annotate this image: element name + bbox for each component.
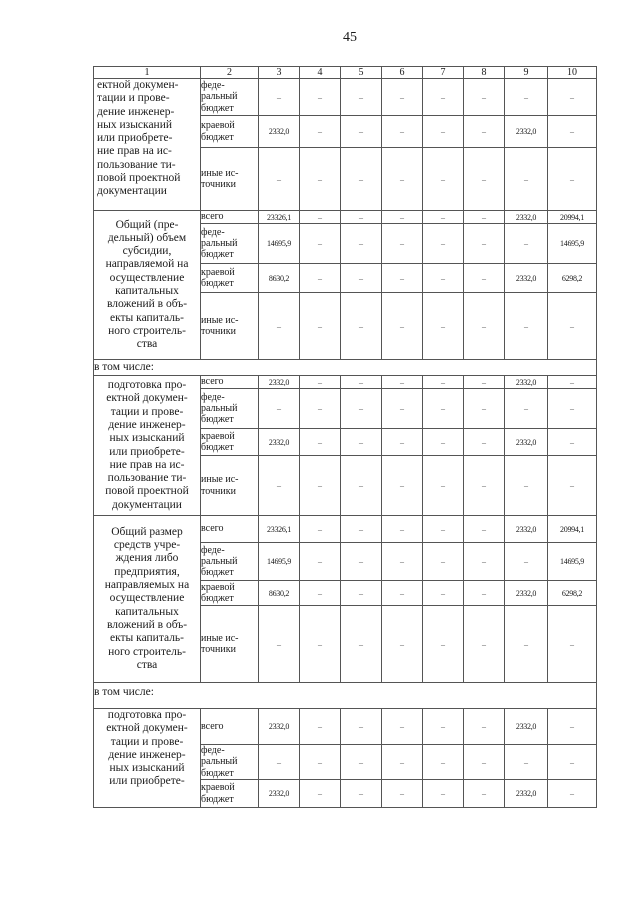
funding-source-label: иные ис- точники — [201, 456, 259, 516]
value-cell: – — [423, 516, 464, 543]
value-cell: – — [382, 293, 423, 360]
value-cell: – — [423, 264, 464, 293]
value-cell: – — [548, 376, 597, 389]
value-cell: – — [300, 516, 341, 543]
value-cell: – — [423, 456, 464, 516]
funding-source-label: всего — [201, 709, 259, 745]
value-cell: – — [505, 606, 548, 683]
value-cell: 2332,0 — [505, 516, 548, 543]
value-cell: – — [300, 264, 341, 293]
value-cell: – — [341, 606, 382, 683]
value-cell: – — [341, 116, 382, 148]
value-cell: – — [423, 116, 464, 148]
value-cell: 23326,1 — [259, 211, 300, 224]
value-cell: – — [464, 709, 505, 745]
column-header: 1 — [94, 67, 201, 79]
funding-source-label: всего — [201, 516, 259, 543]
value-cell: 6298,2 — [548, 581, 597, 606]
value-cell: – — [548, 429, 597, 456]
value-cell: – — [464, 264, 505, 293]
value-cell: – — [382, 543, 423, 581]
value-cell: – — [341, 79, 382, 116]
value-cell: – — [259, 456, 300, 516]
value-cell: 2332,0 — [505, 376, 548, 389]
value-cell: – — [464, 148, 505, 211]
value-cell: – — [382, 516, 423, 543]
value-cell: – — [259, 389, 300, 429]
funding-source-label: всего — [201, 376, 259, 389]
row-title: подготовка про- ектной докумен- тации и прове- дение инженер- ных изысканий или приобрете- ние прав на ис- пользование ти- повой проектной документации — [94, 376, 201, 516]
value-cell: – — [300, 224, 341, 264]
value-cell: – — [423, 745, 464, 780]
value-cell: – — [423, 780, 464, 808]
value-cell: – — [259, 745, 300, 780]
value-cell: – — [341, 581, 382, 606]
column-header: 6 — [382, 67, 423, 79]
value-cell: – — [341, 429, 382, 456]
value-cell: – — [505, 389, 548, 429]
value-cell: – — [464, 581, 505, 606]
column-header: 4 — [300, 67, 341, 79]
value-cell: 6298,2 — [548, 264, 597, 293]
funding-source-label: феде- ральный бюджет — [201, 389, 259, 429]
value-cell: – — [300, 581, 341, 606]
value-cell: 2332,0 — [505, 581, 548, 606]
value-cell: – — [505, 293, 548, 360]
value-cell: 14695,9 — [548, 224, 597, 264]
value-cell: – — [548, 79, 597, 116]
value-cell: – — [505, 745, 548, 780]
value-cell: – — [423, 543, 464, 581]
value-cell: 2332,0 — [259, 709, 300, 745]
funding-source-label: краевой бюджет — [201, 581, 259, 606]
value-cell: 2332,0 — [505, 429, 548, 456]
column-header: 2 — [201, 67, 259, 79]
value-cell: – — [341, 293, 382, 360]
value-cell: – — [464, 389, 505, 429]
column-header: 8 — [464, 67, 505, 79]
value-cell: – — [382, 116, 423, 148]
value-cell: – — [548, 709, 597, 745]
value-cell: – — [300, 429, 341, 456]
value-cell: – — [382, 224, 423, 264]
value-cell: – — [548, 780, 597, 808]
subheading-text: в том числе: — [94, 683, 597, 709]
column-header: 3 — [259, 67, 300, 79]
funding-source-label: иные ис- точники — [201, 293, 259, 360]
column-header: 9 — [505, 67, 548, 79]
value-cell: – — [382, 581, 423, 606]
value-cell: – — [300, 780, 341, 808]
table-row — [94, 516, 597, 543]
value-cell: 20994,1 — [548, 211, 597, 224]
value-cell: – — [382, 780, 423, 808]
value-cell: – — [382, 389, 423, 429]
value-cell: – — [423, 224, 464, 264]
value-cell: – — [423, 709, 464, 745]
funding-source-label: иные ис- точники — [201, 148, 259, 211]
page-number: 45 — [343, 30, 357, 45]
table-row — [94, 709, 597, 745]
value-cell: – — [300, 709, 341, 745]
value-cell: 23326,1 — [259, 516, 300, 543]
value-cell: – — [464, 224, 505, 264]
column-header: 5 — [341, 67, 382, 79]
value-cell: 2332,0 — [259, 780, 300, 808]
value-cell: – — [382, 709, 423, 745]
value-cell: – — [423, 376, 464, 389]
value-cell: – — [548, 116, 597, 148]
value-cell: – — [382, 211, 423, 224]
value-cell: 8630,2 — [259, 264, 300, 293]
value-cell: – — [423, 606, 464, 683]
value-cell: 2332,0 — [505, 780, 548, 808]
value-cell: – — [300, 148, 341, 211]
value-cell: – — [548, 745, 597, 780]
value-cell: – — [341, 148, 382, 211]
value-cell: – — [423, 293, 464, 360]
value-cell: – — [505, 79, 548, 116]
value-cell: – — [259, 293, 300, 360]
value-cell: – — [382, 79, 423, 116]
row-title: Общий (пре- дельный) объем субсидии, направляемой на осуществление капитальных вложений в объ- екты капиталь- ного строитель- ства — [94, 211, 201, 360]
value-cell: – — [300, 211, 341, 224]
value-cell: – — [464, 543, 505, 581]
value-cell: – — [382, 429, 423, 456]
value-cell: 2332,0 — [505, 116, 548, 148]
value-cell: – — [341, 389, 382, 429]
table-row — [94, 376, 597, 389]
funding-source-label: всего — [201, 211, 259, 224]
value-cell: – — [341, 709, 382, 745]
value-cell: 14695,9 — [548, 543, 597, 581]
value-cell: – — [341, 211, 382, 224]
value-cell: – — [259, 79, 300, 116]
value-cell: – — [464, 429, 505, 456]
funding-source-label: краевой бюджет — [201, 780, 259, 808]
value-cell: 14695,9 — [259, 224, 300, 264]
value-cell: 20994,1 — [548, 516, 597, 543]
value-cell: – — [382, 456, 423, 516]
subheading-row — [94, 683, 597, 709]
value-cell: – — [259, 148, 300, 211]
value-cell: – — [300, 293, 341, 360]
value-cell: 2332,0 — [259, 376, 300, 389]
value-cell: – — [341, 780, 382, 808]
value-cell: – — [548, 606, 597, 683]
value-cell: – — [300, 389, 341, 429]
value-cell: – — [300, 79, 341, 116]
value-cell: – — [505, 148, 548, 211]
value-cell: – — [423, 79, 464, 116]
subheading-row — [94, 360, 597, 376]
value-cell: – — [382, 376, 423, 389]
value-cell: – — [505, 456, 548, 516]
funding-source-label: феде- ральный бюджет — [201, 79, 259, 116]
row-title: подготовка про- ектной докумен- тации и прове- дение инженер- ных изысканий или приобрете- — [94, 709, 201, 808]
subheading-text: в том числе: — [94, 360, 597, 376]
value-cell: – — [341, 376, 382, 389]
value-cell: – — [300, 456, 341, 516]
value-cell: – — [505, 543, 548, 581]
value-cell: – — [341, 516, 382, 543]
value-cell: – — [464, 376, 505, 389]
funding-source-label: феде- ральный бюджет — [201, 745, 259, 780]
value-cell: 2332,0 — [259, 429, 300, 456]
value-cell: 14695,9 — [259, 543, 300, 581]
value-cell: – — [548, 389, 597, 429]
value-cell: – — [423, 211, 464, 224]
value-cell: 8630,2 — [259, 581, 300, 606]
value-cell: – — [464, 780, 505, 808]
value-cell: – — [423, 389, 464, 429]
value-cell: – — [423, 148, 464, 211]
value-cell: – — [341, 745, 382, 780]
value-cell: – — [382, 745, 423, 780]
row-title: ектной докумен- тации и прове- дение инженер- ных изысканий или приобрете- ние прав на ис- пользование ти- повой проектной документации — [94, 79, 201, 211]
value-cell: – — [382, 264, 423, 293]
value-cell: – — [300, 376, 341, 389]
value-cell: – — [423, 581, 464, 606]
value-cell: – — [341, 456, 382, 516]
value-cell: – — [341, 543, 382, 581]
table-row — [94, 79, 597, 116]
funding-source-label: феде- ральный бюджет — [201, 224, 259, 264]
column-header: 10 — [548, 67, 597, 79]
funding-source-label: краевой бюджет — [201, 264, 259, 293]
value-cell: – — [300, 116, 341, 148]
value-cell: – — [341, 224, 382, 264]
table-row — [94, 211, 597, 224]
column-header-row — [94, 67, 597, 79]
value-cell: – — [300, 606, 341, 683]
value-cell: – — [464, 116, 505, 148]
value-cell: – — [548, 148, 597, 211]
funding-source-label: феде- ральный бюджет — [201, 543, 259, 581]
funding-source-label: краевой бюджет — [201, 429, 259, 456]
value-cell: – — [382, 606, 423, 683]
value-cell: – — [464, 745, 505, 780]
value-cell: – — [464, 456, 505, 516]
value-cell: 2332,0 — [505, 264, 548, 293]
value-cell: – — [464, 606, 505, 683]
value-cell: – — [464, 79, 505, 116]
value-cell: – — [548, 293, 597, 360]
value-cell: – — [464, 293, 505, 360]
value-cell: – — [548, 456, 597, 516]
value-cell: – — [505, 224, 548, 264]
value-cell: – — [300, 543, 341, 581]
value-cell: 2332,0 — [505, 211, 548, 224]
value-cell: – — [423, 429, 464, 456]
budget-table — [93, 66, 597, 808]
value-cell: 2332,0 — [505, 709, 548, 745]
value-cell: – — [464, 211, 505, 224]
funding-source-label: иные ис- точники — [201, 606, 259, 683]
value-cell: – — [259, 606, 300, 683]
value-cell: – — [464, 516, 505, 543]
value-cell: – — [382, 148, 423, 211]
value-cell: – — [300, 745, 341, 780]
row-title: Общий размер средств учре- ждения либо предприятия, направляемых на осуществление капитальных вложений в объ- екты капиталь- ного строитель- ства — [94, 516, 201, 683]
funding-source-label: краевой бюджет — [201, 116, 259, 148]
column-header: 7 — [423, 67, 464, 79]
value-cell: – — [341, 264, 382, 293]
value-cell: 2332,0 — [259, 116, 300, 148]
